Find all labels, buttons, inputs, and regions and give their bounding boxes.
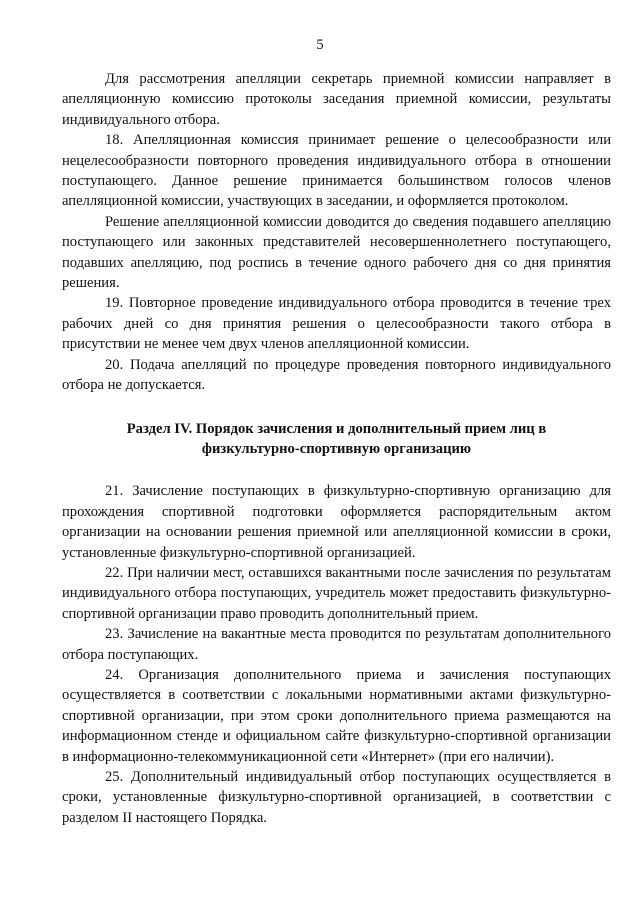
paragraph-24: 24. Организация дополнительного приема и зачисления поступающих осуществляется в соответствии с локальными нормативными актами физкультурно-спортивной организации, при этом сроки дополнительного приема размещаются на информационном стенде и официальном сайте физкультурно-спортивной организации в информационно-телекоммуникационной сети «Интернет» (при его наличии).: [62, 666, 611, 765]
paragraph-20: 20. Подача апелляций по процедуре проведения повторного индивидуального отбора не допускается.: [62, 356, 611, 394]
paragraph-22: 22. При наличии мест, оставшихся вакантными после зачисления по результатам индивидуального отбора поступающих, учредитель может предоставить физкультурно-спортивной организации право проводить дополнительный прием.: [62, 564, 611, 622]
paragraph-appeal-review: Для рассмотрения апелляции секретарь приемной комиссии направляет в апелляционную комиссию протоколы заседания приемной комиссии, результаты индивидуального отбора.: [62, 71, 611, 128]
paragraph-23: 23. Зачисление на вакантные места проводится по результатам дополнительного отбора поступающих.: [62, 626, 611, 663]
paragraph-18: 18. Апелляционная комиссия принимает решение о целесообразности или нецелесообразности повторного проведения индивидуального отбора в отношении поступающего. Данное решение принимается большинством голосов членов апелляционной комиссии, участвующих в заседании, и оформляется протоколом.: [62, 132, 611, 210]
paragraph-appeal-decision-notice: Решение апелляционной комиссии доводится до сведения подавшего апелляцию поступающего или законных представителей несовершеннолетнего поступающего, подавших апелляцию, под роспись в течение одного рабочего дня со дня принятия решения.: [62, 213, 611, 292]
paragraph-21: 21. Зачисление поступающих в физкультурно-спортивную организацию для прохождения спортивной подготовки оформляется распорядительным актом организации на основании решения приемной или апелляционной комиссии в сроки, установленные физкультурно-спортивной организацией.: [62, 483, 611, 561]
document-body: [62, 69, 611, 828]
paragraph-25: 25. Дополнительный индивидуальный отбор поступающих осуществляется в сроки, установленные физкультурно-спортивной организацией, в соответствии с разделом II настоящего Порядка.: [62, 769, 611, 826]
page-number: 5: [316, 37, 324, 53]
paragraph-19: 19. Повторное проведение индивидуального отбора проводится в течение трех рабочих дней со дня принятия решения о целесообразности такого отбора в присутствии не менее чем двух членов апелляционной комиссии.: [62, 295, 611, 353]
section-heading: Раздел IV. Порядок зачисления и дополнительный прием лиц в физкультурно-спортивную организацию: [126, 420, 547, 457]
